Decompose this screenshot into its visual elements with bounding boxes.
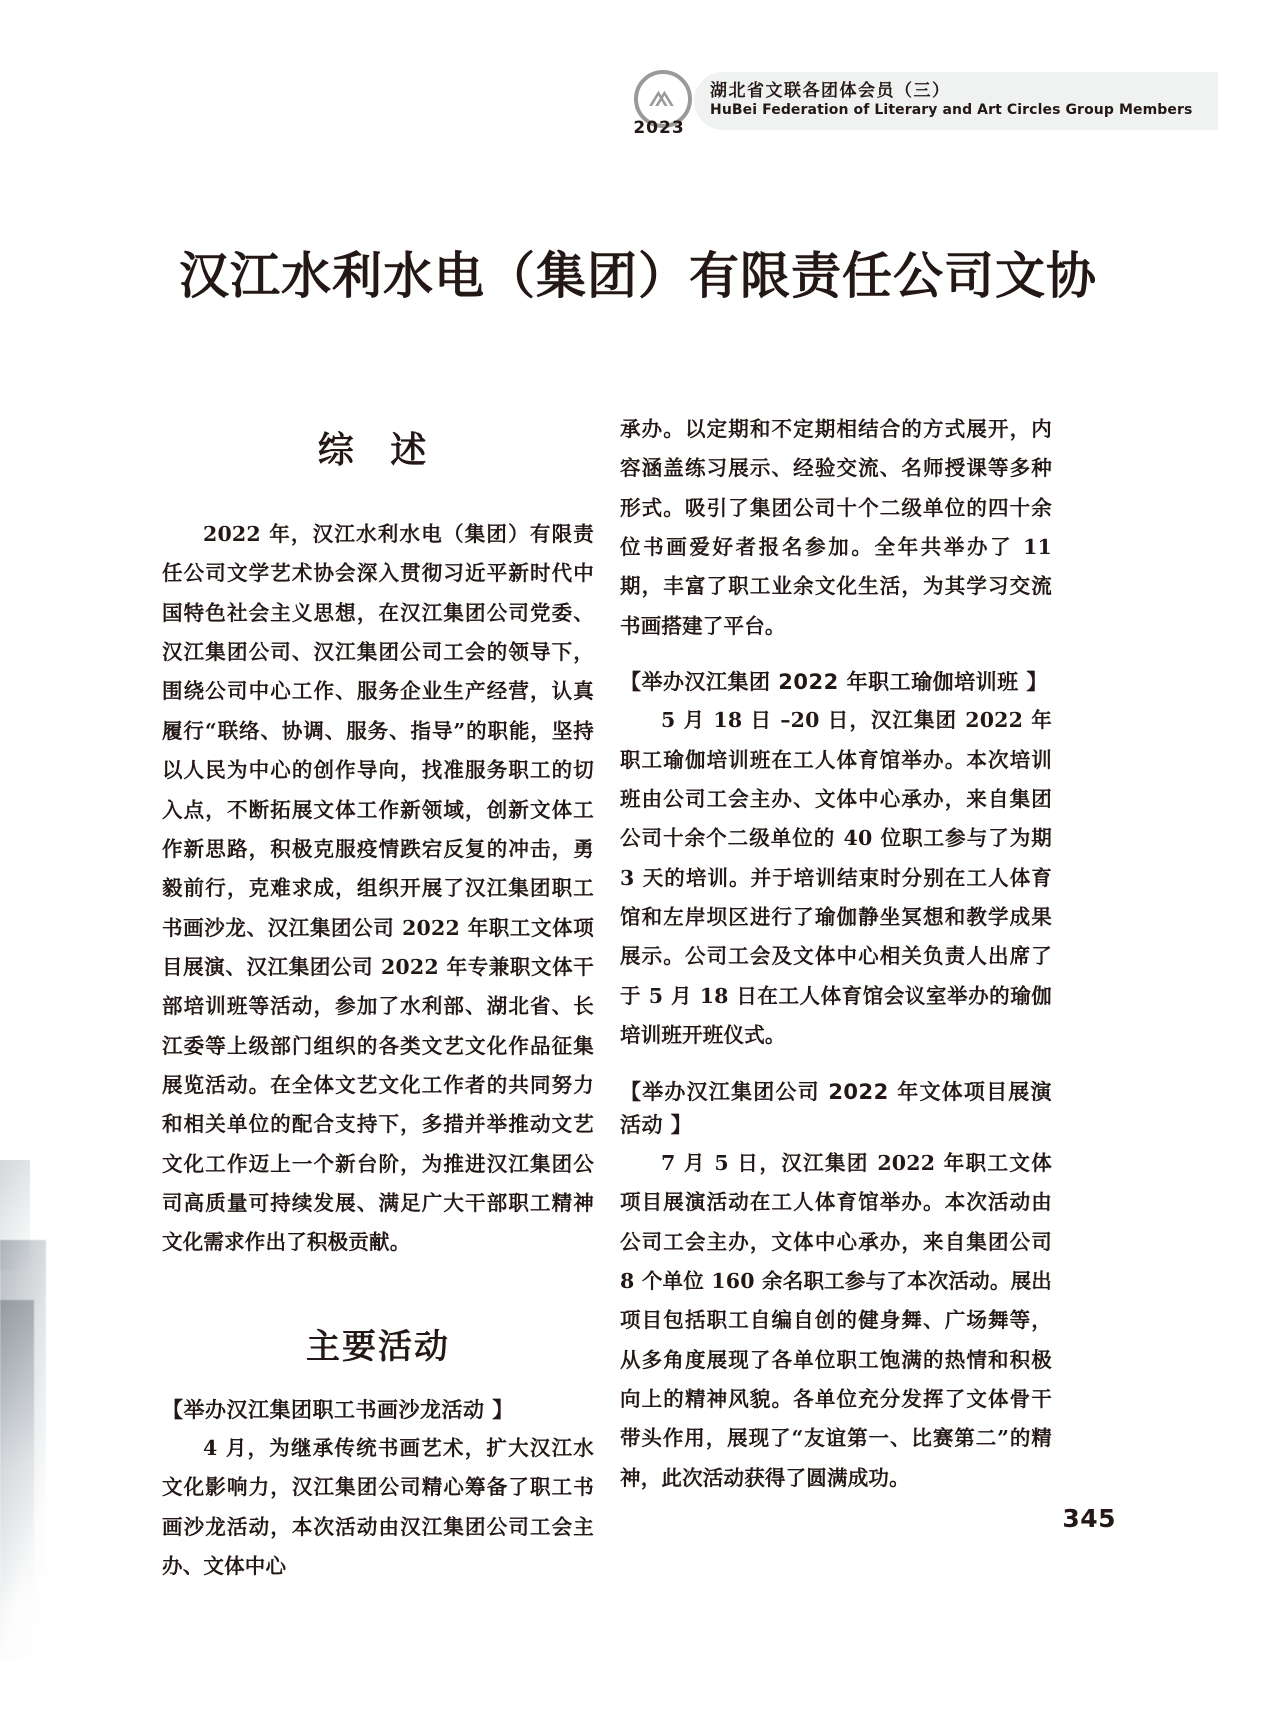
right-column (620, 410, 1052, 1498)
section-heading-activities: 主要活动 (306, 1326, 450, 1367)
activity-heading-yoga-training: 【举办汉江集团 2022 年职工瑜伽培训班 】 (620, 670, 1048, 695)
page-title: 汉江水利水电（集团）有限责任公司文协 (179, 245, 1097, 305)
logo-year-label: 2023 (633, 118, 685, 138)
header-title-chinese: 湖北省文联各团体会员（三） (710, 81, 951, 101)
activity-paragraph-calligraphy-salon: 4 月，为继承传统书画艺术，扩大汉江水文化影响力，汉江集团公司精心筹备了职工书画沙龙活动，本次活动由汉江集团公司工会主办、文体中心 (162, 1436, 594, 1579)
header-title-english: HuBei Federation of Literary and Art Circles Group Members (710, 102, 1193, 118)
continuation-paragraph: 承办。以定期和不定期相结合的方式展开，内容涵盖练习展示、经验交流、名师授课等多种形式。吸引了集团公司十个二级单位的四十余位书画爱好者报名参加。全年共举办了 11 期，丰富了职工业余文化生活，为其学习交流书画搭建了平台。 (620, 417, 1052, 638)
page-number: 345 (1062, 1504, 1116, 1533)
page-edge-decoration-top (0, 1160, 30, 1270)
federation-logo (626, 70, 698, 142)
overview-paragraph: 2022 年，汉江水利水电（集团）有限责任公司文学艺术协会深入贯彻习近平新时代中国特色社会主义思想，在汉江集团公司党委、汉江集团公司、汉江集团公司工会的领导下，围绕公司中心工作、服务企业生产经营，认真履行“联络、协调、服务、指导”的职能，坚持以人民为中心的创作导向，找准服务职工的切入点，不断拓展文体工作新领域，创新文体工作新思路，积极克服疫情跌宕反复的冲击，勇毅前行，克难求成，组织开展了汉江集团职工书画沙龙、汉江集团公司 2022 年职工文体项目展演、汉江集团公司 2022 年专兼职文体干部培训班等活动，参加了水利部、湖北省、长江委等上级部门组织的各类文艺文化作品征集展览活动。在全体文艺文化工作者的共同努力和相关单位的配合支持下，多措并举推动文艺文化工作迈上一个新台阶，为推进汉江集团公司高质量可持续发展、满足广大干部职工精神文化需求作出了积极贡献。 (162, 522, 594, 1255)
left-column (162, 410, 594, 1586)
activity-paragraph-yoga-training: 5 月 18 日 –20 日，汉江集团 2022 年职工瑜伽培训班在工人体育馆举办。本次培训班由公司工会主办、文体中心承办，来自集团公司十余个二级单位的 40 位职工参与了为期 3 天的培训。并于培训结束时分别在工人体育馆和左岸坝区进行了瑜伽静坐冥想和教学成果展示。公司工会及文体中心相关负责人出席了于 5 月 18 日在工人体育馆会议室举办的瑜伽培训班开班仪式。 (620, 708, 1052, 1048)
section-heading-overview: 综 述 (317, 430, 439, 471)
running-header (618, 72, 1218, 138)
page-edge-decoration (0, 1240, 46, 1660)
activity-heading-performance-show: 【举办汉江集团公司 2022 年文体项目展演活动 】 (620, 1079, 1052, 1137)
activity-paragraph-performance-show: 7 月 5 日，汉江集团 2022 年职工文体项目展演活动在工人体育馆举办。本次活动由公司工会主办，文体中心承办，来自集团公司 8 个单位 160 余名职工参与了本次活动。展出项目包括职工自编自创的健身舞、广场舞等，从多角度展现了各单位职工饱满的热情和积极向上的精神风貌。各单位充分发挥了文体骨干带头作用，展现了“友谊第一、比赛第二”的精神，此次活动获得了圆满成功。 (620, 1150, 1052, 1490)
logo-glyph-icon: ⩕ (648, 75, 675, 115)
activity-heading-calligraphy-salon: 【举办汉江集团职工书画沙龙活动 】 (162, 1397, 514, 1422)
